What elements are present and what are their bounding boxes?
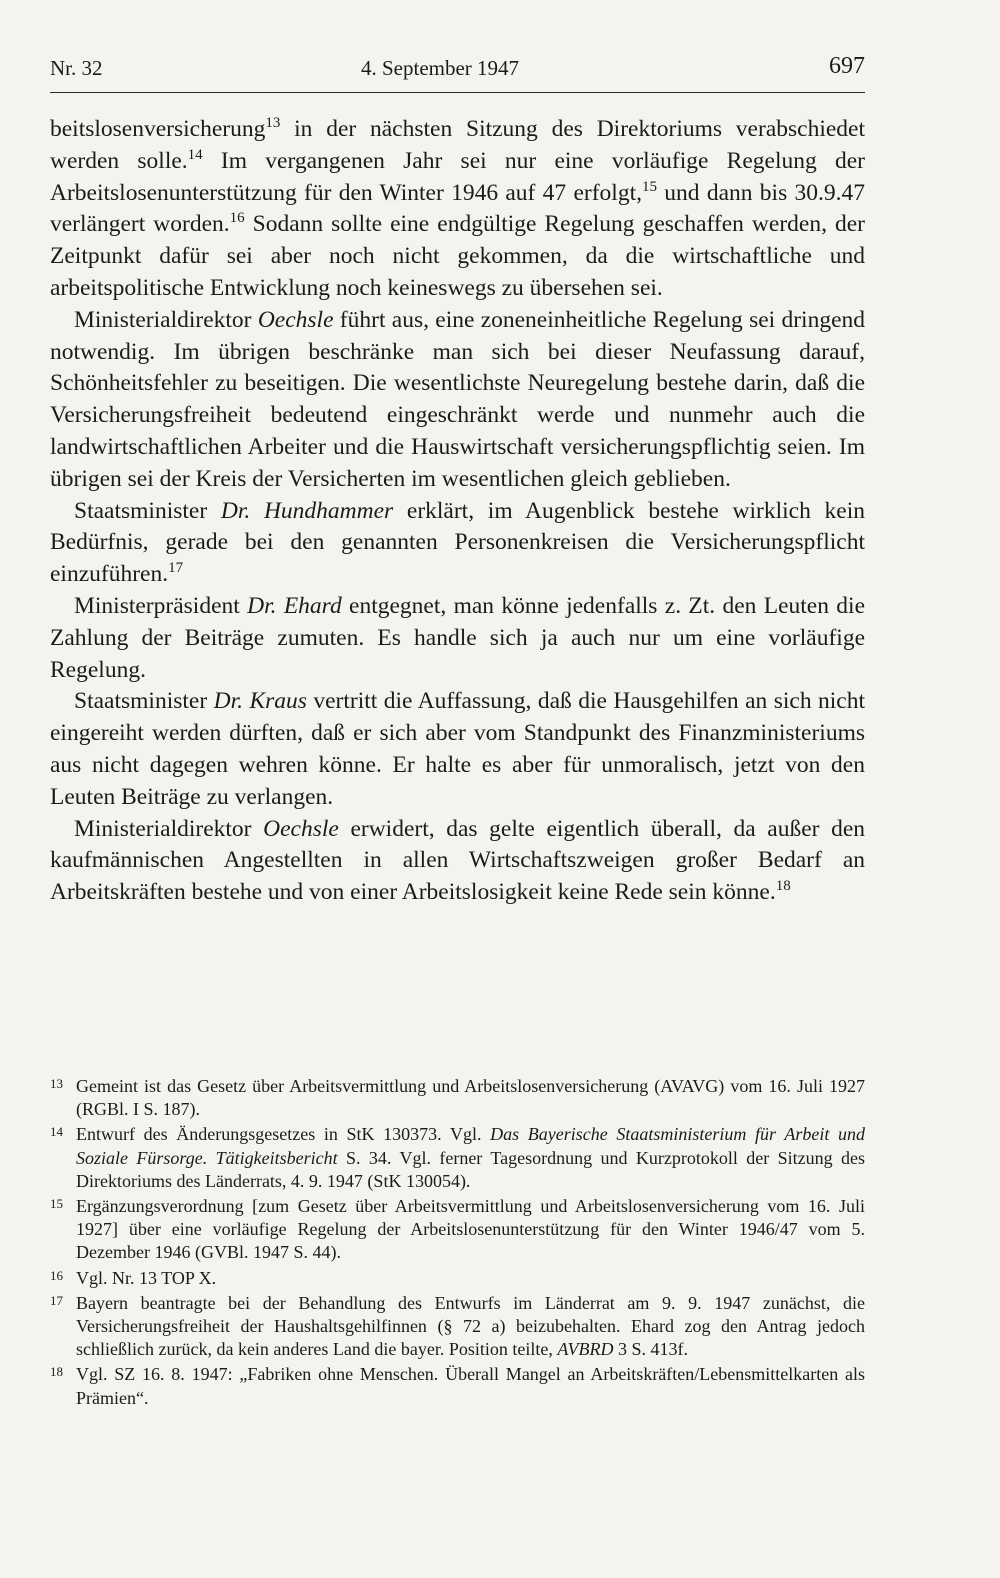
document-number: Nr. 32 bbox=[50, 56, 103, 80]
footnote-number: 16 bbox=[50, 1267, 63, 1283]
footnote-reference[interactable]: 15 bbox=[641, 178, 657, 195]
paragraph bbox=[50, 814, 865, 909]
footnote-reference[interactable]: 13 bbox=[265, 115, 281, 131]
main-text bbox=[50, 114, 865, 909]
footnote bbox=[50, 1267, 865, 1290]
footnote-reference[interactable]: 16 bbox=[229, 210, 245, 227]
text-run: Vgl. Nr. 13 TOP X. bbox=[76, 1267, 217, 1288]
header-rule bbox=[50, 92, 865, 93]
italic-text: AVBRD bbox=[557, 1339, 614, 1360]
text-run: Entwurf des Änderungsgesetzes in StK 130373. Vgl. bbox=[76, 1124, 491, 1145]
text-run: S. 34. Vgl. ferner Tagesordnung und Kurzprotokoll der Sitzung des Direktoriums des Länderrats, 4. 9. 1947 (StK 130054). bbox=[76, 1147, 865, 1191]
text-run: Sodann sollte eine endgültige Regelung geschaffen werden, der Zeitpunkt dafür sei aber noch nicht gekommen, da die wirtschaftliche und arbeitspolitische Entwicklung noch keineswegs zu übersehen sei. bbox=[50, 211, 865, 301]
footnotes bbox=[50, 1075, 865, 1412]
text-run: in der nächsten Sitzung des Direktoriums verabschiedet werden solle. bbox=[50, 116, 865, 174]
running-header bbox=[50, 53, 865, 86]
footnote-number: 17 bbox=[50, 1292, 63, 1308]
paragraph bbox=[50, 114, 865, 305]
text-run: führt aus, eine zoneneinheitliche Regelung sei dringend notwendig. Im übrigen beschränke man sich bei dieser Neufassung darauf, Schönheitsfehler zu beseitigen. Die wesentlichste Neuregelung bestehe darin, daß die Versicherungsfreiheit bedeutend eingeschränkt werde und nunmehr auch die landwirtschaftlichen Arbeiter und die Hauswirtschaft versicherungspflichtig seien. Im übrigen sei der Kreis der Versicherten im wesentlichen gleich geblieben. bbox=[50, 306, 866, 492]
footnote-number: 13 bbox=[50, 1076, 63, 1091]
footnote-reference[interactable]: 14 bbox=[187, 146, 203, 163]
paragraph bbox=[50, 686, 865, 813]
footnote bbox=[50, 1123, 865, 1193]
text-run: Ministerialdirektor bbox=[74, 306, 258, 333]
italic-text: Oechsle bbox=[263, 815, 339, 842]
text-run: 3 S. 413f. bbox=[613, 1339, 688, 1360]
footnote-reference[interactable]: 18 bbox=[775, 878, 791, 895]
footnote bbox=[50, 1363, 865, 1409]
footnote bbox=[50, 1075, 865, 1121]
italic-text: Oechsle bbox=[257, 306, 334, 333]
italic-text: Das Bayerische Staatsministerium für Arbeit und Soziale Fürsorge. Tätigkeitsbericht bbox=[76, 1124, 865, 1168]
italic-text: Dr. Kraus bbox=[213, 688, 307, 715]
text-run: vertritt die Auffassung, daß die Hausgehilfen an sich nicht eingereiht werden dürften, daß er sich aber vom Standpunkt des Finanzministeriums aus nicht dagegen wehren könne. Er halte es aber für unmoralisch, jetzt von den Leuten Beiträge zu verlangen. bbox=[50, 688, 866, 810]
paragraph bbox=[50, 305, 865, 496]
text-run: Gemeint ist das Gesetz über Arbeitsvermittlung und Arbeitslosenversicherung (AVAVG) vom 16. Juli 1927 (RGBl. I S. 187). bbox=[76, 1076, 865, 1120]
text-run: Vgl. SZ 16. 8. 1947: „Fabriken ohne Menschen. Überall Mangel an Arbeitskräften/Lebensmittelkarten als Prämien“. bbox=[76, 1364, 865, 1408]
text-run: Im vergangenen Jahr sei nur eine vorläufige Regelung der Arbeitslosenunterstützung für den Winter 1946 auf 47 erfolgt, bbox=[50, 147, 865, 206]
text-run: beitslosenversicherung bbox=[50, 116, 266, 142]
header-date: 4. September 1947 bbox=[361, 56, 520, 80]
text-run: erwidert, das gelte eigentlich überall, da außer den kaufmännischen Angestellten in allen Wirtschaftszweigen großer Bedarf an Arbeitskräften bestehe und von einer Arbeitslosigkeit keine Rede sein könne. bbox=[50, 815, 865, 906]
text-run: Bayern beantragte bei der Behandlung des Entwurfs im Länderrat am 9. 9. 1947 zunächst, die Versicherungsfreiheit der Haushaltsgehilfinnen (§ 72 a) beizubehalten. Ehard zog den Antrag jedoch schließlich zurück, da kein anderes Land die bayer. Position teilte, bbox=[76, 1292, 865, 1360]
footnote bbox=[50, 1195, 865, 1265]
text-run: entgegnet, man könne jedenfalls z. Zt. den Leuten die Zahlung der Beiträge zumuten. Es handle sich ja auch nur um eine vorläufige Regelung. bbox=[50, 592, 866, 683]
italic-text: Dr. Ehard bbox=[247, 592, 342, 619]
text-run: Ministerialdirektor bbox=[74, 815, 264, 842]
paragraph bbox=[50, 496, 865, 591]
text-run: erklärt, im Augenblick bestehe wirklich kein Bedürfnis, gerade bei den genannten Personenkreisen die Versicherungspflicht einzuführen. bbox=[50, 497, 865, 588]
page-number: 697 bbox=[829, 53, 865, 79]
text-run: Ministerpräsident bbox=[74, 592, 248, 619]
footnote bbox=[50, 1292, 865, 1362]
text-run: Ergänzungsverordnung [zum Gesetz über Arbeitsvermittlung und Arbeitslosenversicherung vom 16. Juli 1927] über eine vorläufige Regelung der Arbeitslosenunterstützung für den Winter 1946/47 vom 5. Dezember 1946 (GVBl. 1947 S. 44). bbox=[76, 1196, 865, 1263]
footnote-number: 18 bbox=[50, 1364, 63, 1380]
paragraph bbox=[50, 591, 865, 686]
footnote-reference[interactable]: 17 bbox=[168, 560, 184, 577]
footnote-number: 15 bbox=[50, 1196, 63, 1212]
text-run: und dann bis 30.9.47 verlängert worden. bbox=[50, 179, 866, 238]
italic-text: Dr. Hundhammer bbox=[220, 497, 394, 524]
text-run: Staatsminister bbox=[74, 688, 214, 715]
footnote-number: 14 bbox=[50, 1124, 63, 1140]
text-run: Staatsminister bbox=[74, 497, 221, 524]
